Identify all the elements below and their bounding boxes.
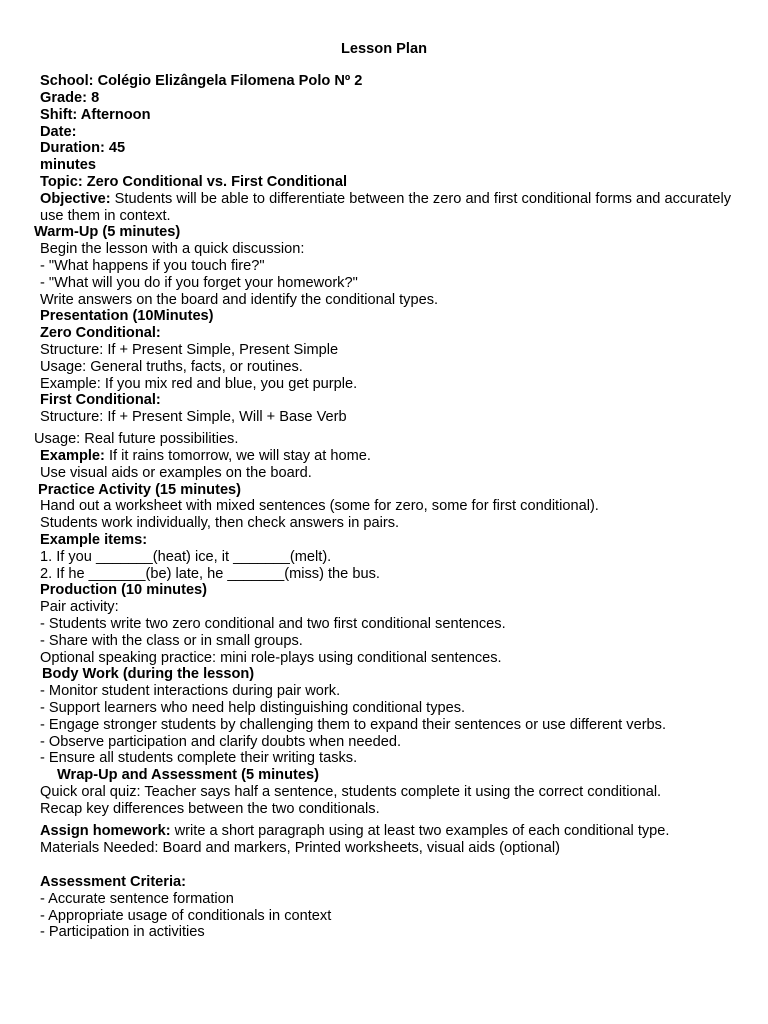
zero-conditional-heading: Zero Conditional: xyxy=(40,325,161,341)
bodywork-bullet-3: - Engage stronger students by challenging them to expand their sentences or use different verbs. xyxy=(40,717,667,733)
warmup-heading: Warm-Up (5 minutes) xyxy=(34,224,181,240)
recap-line: Recap key differences between the two conditionals. xyxy=(40,801,380,817)
optional-practice-line: Optional speaking practice: mini role-plays using conditional sentences. xyxy=(40,650,502,666)
visual-aids-line: Use visual aids or examples on the board. xyxy=(40,465,312,481)
homework-text: write a short paragraph using at least two examples of each conditional type. xyxy=(170,823,670,839)
oral-quiz-line: Quick oral quiz: Teacher says half a sentence, students complete it using the correct conditional. xyxy=(40,784,662,800)
grade-line: Grade: 8 xyxy=(40,90,100,106)
assessment-bullet-1: - Accurate sentence formation xyxy=(40,891,234,907)
zero-structure: Structure: If + Present Simple, Present Simple xyxy=(40,342,339,358)
example-item-1: 1. If you _______(heat) ice, it _______(melt). xyxy=(40,549,332,565)
duration-line-cont: minutes xyxy=(40,157,96,173)
topic-line: Topic: Zero Conditional vs. First Conditional xyxy=(40,174,348,190)
practice-line-1: Hand out a worksheet with mixed sentences (some for zero, some for first conditional). xyxy=(40,498,599,514)
bodywork-bullet-1: - Monitor student interactions during pair work. xyxy=(40,683,341,699)
school-line: School: Colégio Elizângela Filomena Polo Nº 2 xyxy=(40,73,363,89)
zero-example: Example: If you mix red and blue, you get purple. xyxy=(40,376,358,392)
pair-activity-line: Pair activity: xyxy=(40,599,119,615)
production-bullet-2: - Share with the class or in small groups. xyxy=(40,633,303,649)
example-item-2: 2. If he _______(be) late, he _______(miss) the bus. xyxy=(40,566,380,582)
first-example-text: If it rains tomorrow, we will stay at home. xyxy=(104,448,371,464)
first-example xyxy=(40,448,371,465)
bodywork-bullet-4: - Observe participation and clarify doubts when needed. xyxy=(40,734,402,750)
zero-usage: Usage: General truths, facts, or routines. xyxy=(40,359,303,375)
bodywork-heading: Body Work (during the lesson) xyxy=(42,666,255,682)
first-example-label: Example: xyxy=(40,448,105,464)
bodywork-bullet-2: - Support learners who need help distinguishing conditional types. xyxy=(40,700,466,716)
example-items-heading: Example items: xyxy=(40,532,148,548)
objective-paragraph xyxy=(40,191,731,225)
production-bullet-1: - Students write two zero conditional and two first conditional sentences. xyxy=(40,616,506,632)
wrapup-heading: Wrap-Up and Assessment (5 minutes) xyxy=(57,767,319,783)
first-structure: Structure: If + Present Simple, Will + Base Verb xyxy=(40,409,347,425)
warmup-question-2: - "What will you do if you forget your homework?" xyxy=(40,275,358,291)
homework-line xyxy=(40,823,669,840)
warmup-question-1: - "What happens if you touch fire?" xyxy=(40,258,265,274)
practice-heading: Practice Activity (15 minutes) xyxy=(38,482,242,498)
assessment-heading: Assessment Criteria: xyxy=(40,874,187,890)
objective-label: Objective: xyxy=(40,191,111,207)
presentation-heading: Presentation (10Minutes) xyxy=(40,308,214,324)
warmup-outro: Write answers on the board and identify the conditional types. xyxy=(40,292,439,308)
practice-line-2: Students work individually, then check answers in pairs. xyxy=(40,515,400,531)
shift-line: Shift: Afternoon xyxy=(40,107,151,123)
bodywork-bullet-5: - Ensure all students complete their writing tasks. xyxy=(40,750,358,766)
page-title: Lesson Plan xyxy=(341,41,427,57)
assessment-bullet-2: - Appropriate usage of conditionals in context xyxy=(40,908,332,924)
homework-label: Assign homework: xyxy=(40,823,171,839)
duration-line: Duration: 45 xyxy=(40,140,126,156)
production-heading: Production (10 minutes) xyxy=(40,582,208,598)
first-usage: Usage: Real future possibilities. xyxy=(34,431,239,447)
objective-text: Students will be able to differentiate between the zero and first conditional forms and accurately use them in context. xyxy=(40,191,731,224)
date-line: Date: xyxy=(40,124,77,140)
assessment-bullet-3: - Participation in activities xyxy=(40,924,205,940)
first-conditional-heading: First Conditional: xyxy=(40,392,161,408)
materials-line: Materials Needed: Board and markers, Printed worksheets, visual aids (optional) xyxy=(40,840,560,856)
warmup-intro: Begin the lesson with a quick discussion: xyxy=(40,241,305,257)
